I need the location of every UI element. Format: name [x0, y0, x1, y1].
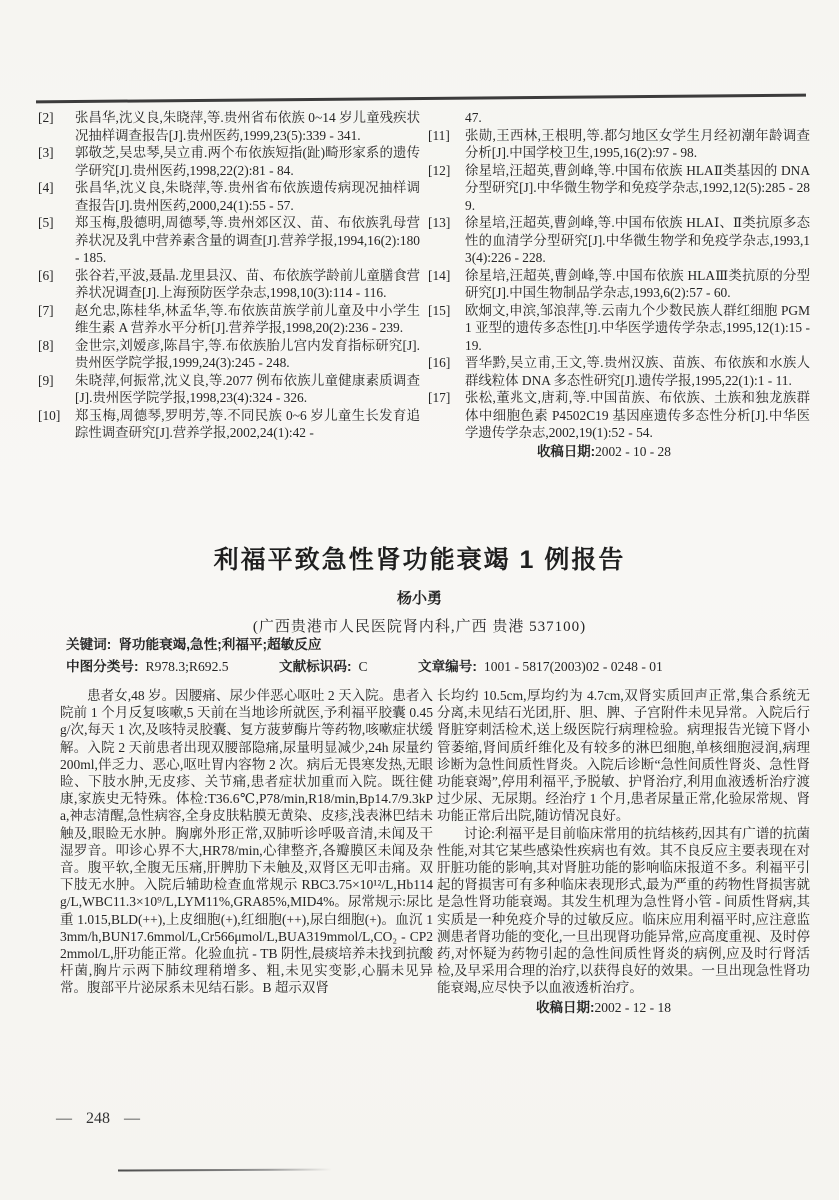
- received-date-value: 2002 - 10 - 28: [595, 443, 671, 459]
- reference-number: [2]: [38, 110, 54, 125]
- reference-item: [428, 127, 810, 162]
- reference-text: 晋华黔,吴立甫,王文,等.贵州汉族、苗族、布依族和水族人群线粒体 DNA 多态性研究[J].遗传学报,1995,22(1):1 - 11.: [465, 355, 810, 388]
- discussion-paragraph: 讨论:利福平是目前临床常用的抗结核药,因其有广谱的抗菌性能,对其它某些感染性疾病也有效。其不良反应主要表现在对肝脏功能的影响,其对肾脏功能的影响临床报道不多。利福平引起的肾损害可有多种临床表现形式,最为严重的药物性肾损害就是急性肾功能衰竭。其发生机理为急性肾小管 - 间质性肾病,其实质是一种免疫介导的过敏反应。临床应用利福平时,应注意监测患者肾功能的变化,一旦出现肾功能异常,应高度重视、及时停药,对怀疑为药物引起的急性间质性肾炎的病例,应及时行肾活检,及早采用合理的治疗,以获得良好的效果。一旦出现急性肾功能衰竭,应尽快予以血液透析治疗。: [437, 825, 810, 996]
- article-no-label: 文章编号:: [417, 659, 477, 674]
- reference-item: [428, 354, 810, 389]
- article-body: [60, 687, 814, 1016]
- reference-number: [8]: [38, 337, 54, 353]
- body-left-column: [60, 687, 433, 1016]
- article-meta: [66, 634, 806, 678]
- reference-number: [6]: [38, 267, 54, 283]
- keywords-line: [66, 634, 806, 656]
- classification-line: [66, 656, 806, 678]
- reference-item: [38, 337, 420, 372]
- case-report-paragraph: 患者女,48 岁。因腰痛、尿少伴恶心呕吐 2 天入院。患者入院前 1 个月反复咳嗽,5 天前在当地诊所就医,予利福平胶囊 0.45g/次,每天 1 次,及咳特灵胶囊、复方菠萝酶片等药物,咳嗽症状缓解。入院 2 天前患者出现双腰部隐痛,尿量明显减少,24h 尿量约 200ml,伴乏力、恶心,呕吐胃内容物 2 次。病后无畏寒发热,无眼睑、下肢水肿,无皮疹、关节痛,患者症状加重而入院。既往健康,家族史无特殊。体检:T36.6℃,P78/min,R18/min,Bp14.7/9.3kPa,神志清醒,急性病容,全身皮肤粘膜无黄染、皮疹,浅表淋巴结未触及,眼睑无水肿。胸廓外形正常,双肺听诊呼吸音清,未闻及干湿罗音。叩诊心界不大,HR78/min,心律整齐,各瓣膜区未闻及杂音。腹平软,全腹无压痛,肝脾肋下未触及,双肾区无叩击痛。双下肢无水肿。入院后辅助检查血常规示 RBC3.75×10¹²/L,Hb114g/L,WBC11.3×10⁹/L,LYM11%,GRA85%,MID4%。尿常规示:尿比重 1.015,BLD(++),上皮细胞(+),红细胞(++),尿白细胞(+)。血沉 13mm/h,BUN17.6mmol/L,Cr566μmol/L,BUA319mmol/L,CO₂ - CP22mmol/L,肝功能正常。化验血抗 - TB 阴性,晨痰培养未找到抗酸杆菌,胸片示两下肺纹理稍增多、粗,未见实变影,心膈未见异常。腹部平片泌尿系未见结石影。B 超示双肾: [60, 688, 433, 996]
- clc-label: 中图分类号:: [66, 659, 139, 674]
- reference-number: [15]: [428, 302, 451, 318]
- reference-text: 朱晓萍,何振常,沈义良,等.2077 例布依族儿童健康素质调查[J].贵州医学院学报,1998,23(4):324 - 326.: [75, 372, 420, 405]
- page-number: — 248 —: [56, 1110, 140, 1127]
- article-author: 杨小勇: [396, 590, 442, 607]
- reference-item: [428, 389, 810, 442]
- body-right-column: [437, 687, 810, 1016]
- received-date-label: 收稿日期:: [536, 999, 595, 1015]
- article-header: [0, 540, 839, 636]
- reference-text: 张昌华,沈义良,朱晓萍,等.贵州省布依族 0~14 岁儿童残疾状况抽样调查报告[J].贵州医药,1999,23(5):339 - 341.: [75, 110, 420, 143]
- reference-text: 赵允忠,陈桂华,林孟华,等.布依族苗族学前儿童及中小学生维生素 A 营养水平分析[J].营养学报,1998,20(2):236 - 239.: [75, 302, 420, 335]
- reference-text: 徐星培,汪超英,曹剑峰,等.中国布依族 HLAⅡ类基因的 DNA 分型研究[J].中华微生物学和免疫学杂志,1992,12(5):285 - 289.: [465, 162, 810, 213]
- references-left-column: [38, 109, 420, 460]
- article-affiliation: (广西贵港市人民医院肾内科,广西 贵港 537100): [252, 619, 587, 635]
- doc-code-label: 文献标识码:: [279, 659, 352, 674]
- reference-item: [428, 214, 810, 267]
- reference-number: [9]: [38, 372, 54, 388]
- references-received-date: [428, 443, 810, 461]
- reference-number: [10]: [38, 407, 61, 423]
- reference-text: 金世宗,刘嫒彦,陈昌宇,等.布依族胎儿宫内发育指标研究[J].贵州医学院学报,1999,24(3):245 - 248.: [75, 337, 420, 370]
- reference-text: 徐星培,汪超英,曹剑峰,等.中国布依族 HLAⅠ、Ⅱ类抗原多态性的血清学分型研究[J].中华微生物学和免疫学杂志,1993,13(4):226 - 228.: [465, 215, 810, 265]
- reference-text: 徐星培,汪超英,曹剑峰,等.中国布依族 HLAⅢ类抗原的分型研究[J].中国生物制品学杂志,1993,6(2):57 - 60.: [465, 267, 810, 300]
- reference-item: [38, 144, 420, 179]
- scan-artifact-line: [118, 1168, 332, 1171]
- reference-item: [428, 162, 810, 215]
- reference-number: [5]: [38, 215, 54, 230]
- reference-number: [14]: [428, 267, 451, 283]
- reference-text: 郑玉梅,殷德明,周德琴,等.贵州郊区汉、苗、布依族乳母营养状况及乳中营养素含量的调查[J].营养学报,1994,16(2):180 - 185.: [75, 215, 420, 265]
- reference-text: 张勋,王西林,王根明,等.都匀地区女学生月经初潮年龄调查分析[J].中国学校卫生,1995,16(2):97 - 98.: [465, 127, 810, 160]
- reference-text: 张昌华,沈义良,朱晓萍,等.贵州省布依族遗传病现况抽样调查报告[J].贵州医药,2000,24(1):55 - 57.: [75, 180, 420, 213]
- article-no-value: 1001 - 5817(2003)02 - 0248 - 01: [483, 659, 663, 674]
- received-date-value: 2002 - 12 - 18: [594, 999, 671, 1015]
- references-right-column: [428, 109, 810, 460]
- reference-number: [16]: [428, 355, 451, 370]
- reference-item: [38, 267, 420, 302]
- reference-item: [38, 109, 420, 144]
- reference-item: [428, 267, 810, 302]
- article-received-date: [437, 999, 810, 1016]
- keywords-label: 关键词:: [66, 637, 112, 652]
- reference-item: [38, 214, 420, 267]
- reference-continuation: 47.: [465, 110, 482, 125]
- doc-code-value: C: [358, 659, 368, 674]
- reference-number: [3]: [38, 145, 54, 160]
- reference-text: 欧炯文,申滨,邹浪萍,等.云南九个少数民族人群红细胞 PGM1 亚型的遗传多态性[J].中华医学遗传学杂志,1995,12(1):15 - 19.: [465, 302, 810, 353]
- case-report-continuation: 长均约 10.5cm,厚均约为 4.7cm,双肾实质回声正常,集合系统无分离,未见结石光团,肝、胆、脾、子宫附件未见异常。入院后行肾脏穿刺活检术,送上级医院行病理检验。病理报告光镜下肾小管萎缩,肾间质纤维化及有较多的淋巴细胞,单核细胞浸润,病理诊断为急性间质性肾炎。入院后诊断“急性间质性肾炎、急性肾功能衰竭”,停用利福平,予脱敏、护肾治疗,利用血液透析治疗渡过少尿、无尿期。经治疗 1 个月,患者尿量正常,化验尿常规、肾功能正常后出院,随访情况良好。: [437, 688, 810, 824]
- reference-item: [38, 302, 420, 337]
- reference-number: [12]: [428, 162, 451, 178]
- references-section: [38, 109, 810, 460]
- top-divider-rule: [36, 94, 806, 104]
- keywords-value: 肾功能衰竭,急性;利福平;超敏反应: [118, 637, 322, 652]
- reference-item: [38, 372, 420, 407]
- clc-value: R978.3;R692.5: [145, 659, 229, 674]
- received-date-label: 收稿日期:: [537, 443, 596, 459]
- reference-number: [13]: [428, 215, 451, 230]
- reference-item: [428, 302, 810, 355]
- reference-text: 郑玉梅,周德琴,罗明芳,等.不同民族 0~6 岁儿童生长发育追踪性调查研究[J].营养学报,2002,24(1):42 -: [75, 407, 420, 440]
- reference-item: [38, 407, 420, 442]
- reference-number: [4]: [38, 180, 54, 195]
- reference-item: [38, 179, 420, 214]
- reference-number: [11]: [428, 127, 450, 143]
- reference-text: 郭敬芝,吴忠琴,吴立甫.两个布依族短指(趾)畸形家系的遗传学研究[J].贵州医药,1998,22(2):81 - 84.: [75, 145, 420, 178]
- reference-number: [7]: [38, 302, 54, 318]
- reference-text: 张谷若,平波,聂晶.龙里县汉、苗、布依族学龄前儿童膳食营养状况调查[J].上海预防医学杂志,1998,10(3):114 - 116.: [75, 267, 420, 300]
- article-title: 利福平致急性肾功能衰竭 1 例报告: [213, 546, 626, 574]
- reference-text: 张松,董兆文,唐莉,等.中国苗族、布依族、土族和独龙族群体中细胞色素 P4502C19 基因座遗传多态性分析[J].中华医学遗传学杂志,2002,19(1):52 - 54.: [465, 390, 810, 440]
- reference-number: [17]: [428, 390, 451, 405]
